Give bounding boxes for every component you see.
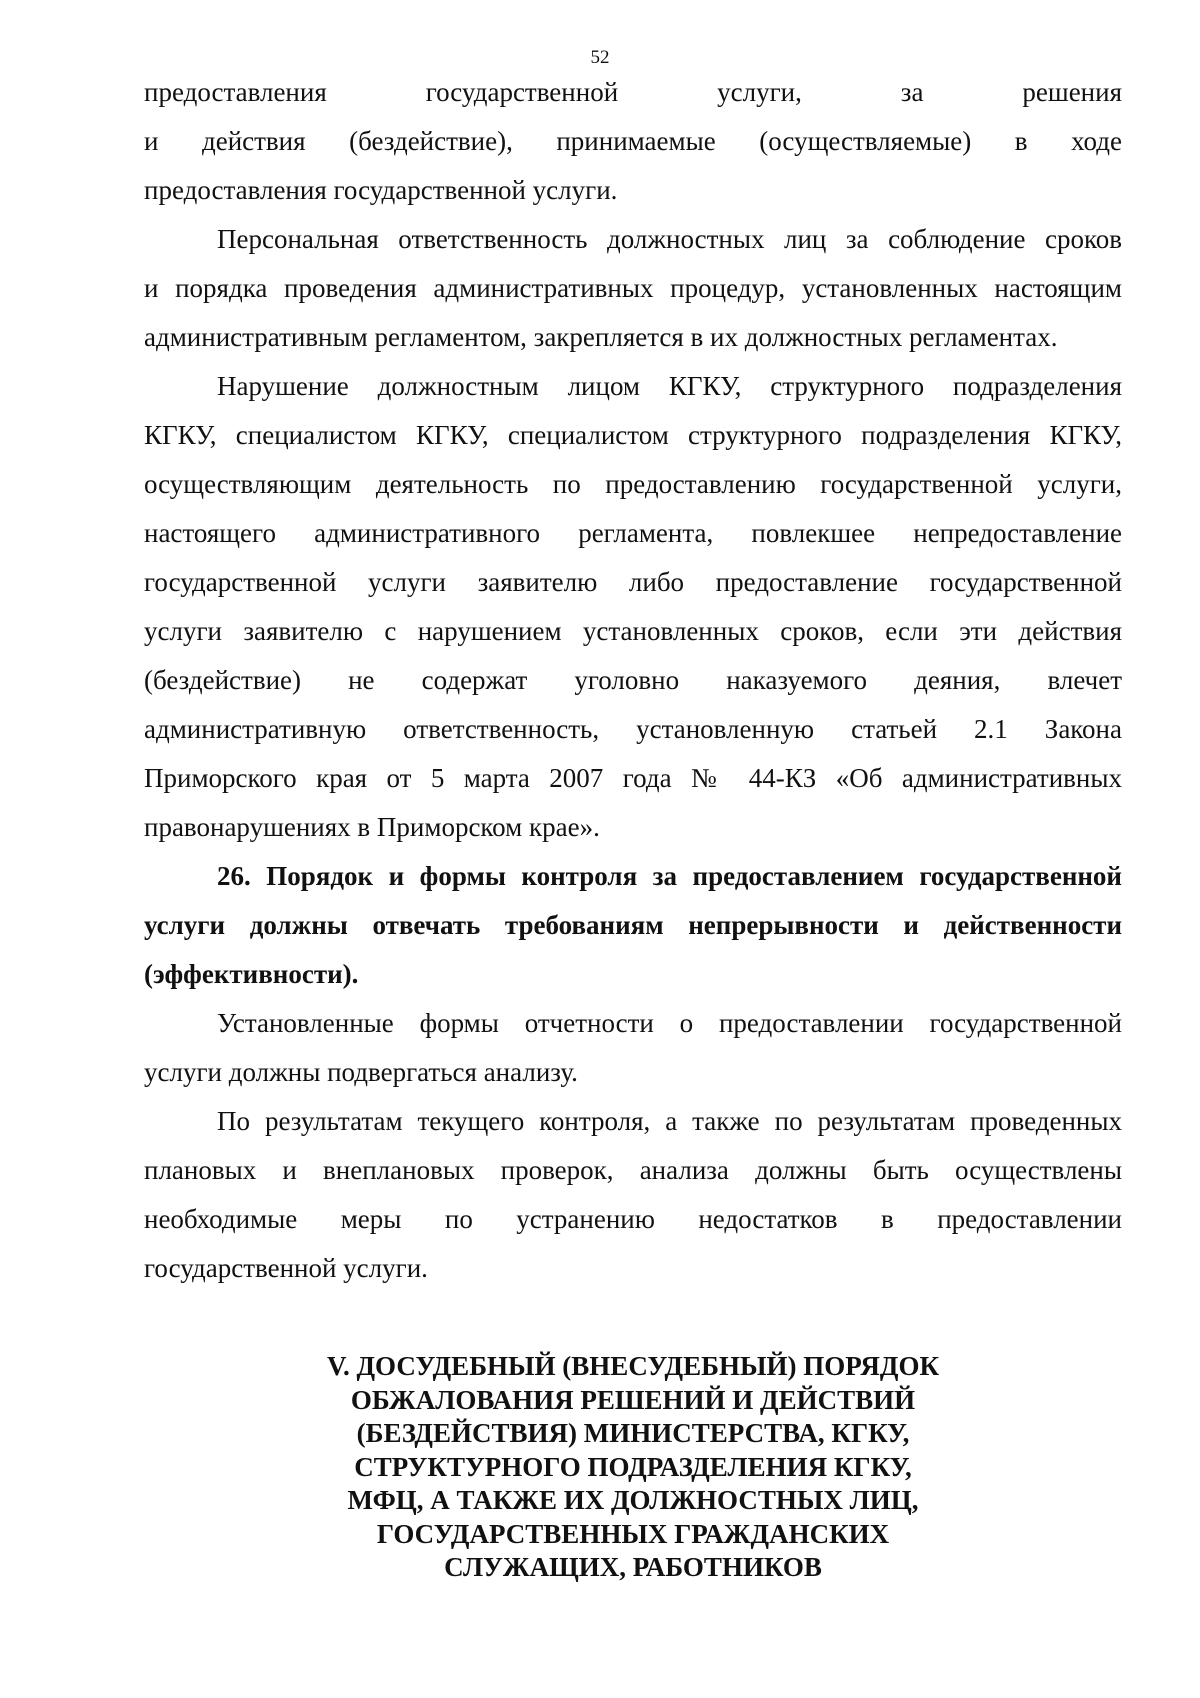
heading-line: (БЕЗДЕЙСТВИЯ) МИНИСТЕРСТВА, КГКУ, — [356, 1418, 910, 1448]
heading-line: МФЦ, А ТАКЖЕ ИХ ДОЛЖНОСТНЫХ ЛИЦ, — [347, 1485, 919, 1515]
text-line: предоставления государственной услуги, за решения — [144, 77, 1122, 107]
document-body — [144, 68, 1122, 1293]
text-line: необходимые меры по устранению недостатков в предоставлении — [144, 1204, 1122, 1234]
text-line: КГКУ, специалистом КГКУ, специалистом структурного подразделения КГКУ, — [144, 420, 1122, 450]
paragraph-violation-liability — [144, 362, 1122, 852]
text-line: и порядка проведения административных процедур, установленных настоящим — [144, 273, 1122, 303]
heading-line: СТРУКТУРНОГО ПОДРАЗДЕЛЕНИЯ КГКУ, — [354, 1451, 912, 1482]
paragraph-clause-26-heading — [144, 852, 1122, 999]
text-line: государственной услуги. — [144, 1253, 428, 1283]
heading-line: V. ДОСУДЕБНЫЙ (ВНЕСУДЕБНЫЙ) ПОРЯДОК — [326, 1351, 940, 1381]
text-line: (эффективности). — [144, 959, 359, 989]
section-heading — [200, 1350, 1066, 1585]
paragraph-continuation — [144, 68, 1122, 215]
paragraph-personal-responsibility — [144, 215, 1122, 362]
text-line: услуги должны подвергаться анализу. — [144, 1057, 578, 1087]
text-line: Нарушение должностным лицом КГКУ, структурного подразделения — [217, 371, 1122, 401]
heading-line: ГОСУДАРСТВЕННЫХ ГРАЖДАНСКИХ — [376, 1518, 890, 1549]
text-line: Установленные формы отчетности о предоставлении государственной — [217, 1008, 1122, 1038]
paragraph-reporting-forms — [144, 999, 1122, 1097]
text-line: услуги должны отвечать требованиям непрерывности и действенности — [144, 910, 1122, 940]
heading-line: СЛУЖАЩИХ, РАБОТНИКОВ — [444, 1552, 822, 1582]
text-line: Приморского края от 5 марта 2007 года № 44-КЗ «Об административных — [144, 763, 1122, 793]
text-line: настоящего административного регламента, повлекшее непредоставление — [144, 518, 1122, 548]
paragraph-control-results — [144, 1097, 1122, 1293]
heading-line: ОБЖАЛОВАНИЯ РЕШЕНИЙ И ДЕЙСТВИЙ — [350, 1384, 916, 1415]
text-line: Персональная ответственность должностных лиц за соблюдение сроков — [217, 224, 1122, 254]
page-number: 52 — [590, 47, 610, 68]
text-line: (бездействие) не содержат уголовно наказуемого деяния, влечет — [144, 665, 1122, 695]
text-line: предоставления государственной услуги. — [144, 175, 618, 205]
text-line: осуществляющим деятельность по предоставлению государственной услуги, — [144, 469, 1122, 499]
text-line: плановых и внеплановых проверок, анализа должны быть осуществлены — [144, 1155, 1122, 1185]
text-line: По результатам текущего контроля, а также по результатам проведенных — [217, 1106, 1122, 1136]
text-line: 26. Порядок и формы контроля за предоставлением государственной — [217, 861, 1122, 891]
text-line: административным регламентом, закрепляется в их должностных регламентах. — [144, 322, 1058, 352]
text-line: и действия (бездействие), принимаемые (осуществляемые) в ходе — [144, 126, 1122, 156]
text-line: услуги заявителю с нарушением установленных сроков, если эти действия — [144, 616, 1122, 646]
text-line: правонарушениях в Приморском крае». — [144, 812, 600, 842]
text-line: административную ответственность, установленную статьей 2.1 Закона — [144, 714, 1122, 744]
text-line: государственной услуги заявителю либо предоставление государственной — [144, 567, 1122, 597]
